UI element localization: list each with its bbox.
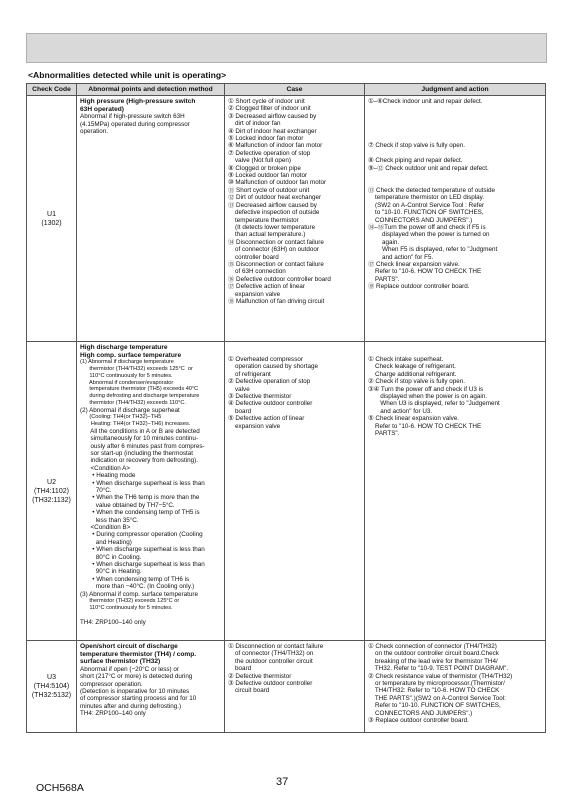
detection-line: <Condition B> xyxy=(80,524,131,532)
judgment-line: ① Check intake superheat. xyxy=(368,356,444,363)
case-line: ⑪ Short cycle of outdoor unit xyxy=(228,186,310,194)
case-line: operation caused by shortage xyxy=(228,363,318,371)
case-line: expansion valve xyxy=(228,290,281,298)
case-line: ⑥ Malfunction of indoor fan motor xyxy=(228,142,323,150)
detection-line: of compressor starting process and for 10 xyxy=(80,695,197,703)
judgment-cell xyxy=(365,342,546,641)
case-line: of refrigerant xyxy=(228,370,271,378)
detection-line: • When condensing temp of TH6 is xyxy=(80,575,190,583)
judgment-line: THE PARTS".)(SW2 on A-Control Service Tool: xyxy=(368,694,506,702)
header-detection: Abnormal points and detection method xyxy=(77,84,225,96)
detection-line: • During compressor operation (Cooling xyxy=(80,531,203,539)
case-line: ③ Defective outdoor controller xyxy=(228,680,313,688)
abnormality-table xyxy=(26,83,546,733)
case-line: board xyxy=(228,407,252,415)
detection-line: ously after 6 minutes past from compres- xyxy=(80,442,205,450)
detection-line: 110°C continuously for 5 minutes. xyxy=(80,372,173,379)
detection-line: Heating: TH4(or TH32)−TH6) increases. xyxy=(80,420,191,427)
detection-line: (Cooling: TH4(or TH32)−TH5 xyxy=(80,414,162,421)
detection-line: sor start-up (including the thermostat xyxy=(80,449,194,457)
detection-title-line: High comp. surface temperature xyxy=(80,351,182,359)
detection-line: Abnormal if condenser/evaporator xyxy=(80,379,174,386)
judgment-line: Charge additional refrigerant. xyxy=(368,370,457,378)
judgment-line: ⑧ Check piping and repair defect. xyxy=(368,157,463,165)
case-line: circuit board xyxy=(228,687,270,695)
judgment-line: Refer to "10-6. HOW TO CHECK THE xyxy=(368,422,482,430)
detection-title-line: 63H operated) xyxy=(80,105,124,113)
case-line: ⑱ Malfunction of fan driving circuit xyxy=(228,297,325,305)
judgment-line xyxy=(368,105,542,112)
check-code-number: (TH4:5104) xyxy=(33,683,70,690)
case-cell xyxy=(225,641,365,733)
check-code-number: (TH32:5132) xyxy=(31,692,72,699)
judgment-line xyxy=(368,120,542,127)
detection-line: All the conditions in A or B are detected xyxy=(80,427,200,435)
case-line: of 63H connection xyxy=(228,268,286,276)
detection-line: 80°C in Cooling. xyxy=(80,553,142,561)
detection-line: thermistor (TH4/TH32) exceeds 125°C or xyxy=(80,365,193,372)
detection-line: operation. xyxy=(80,128,109,135)
judgment-line xyxy=(368,172,542,179)
case-line: valve xyxy=(228,385,250,393)
judgment-line: again. xyxy=(368,238,400,246)
case-line: ④ Dirt of indoor heat exchanger xyxy=(228,127,317,135)
judgment-line: CONNECTORS AND JUMPERS".) xyxy=(368,709,473,717)
judgment-line: temperature thermistor on LED display. xyxy=(368,194,485,202)
case-line: ③ Decreased airflow caused by xyxy=(228,112,317,120)
check-code: U1 xyxy=(47,210,56,218)
detection-title-line: temperature thermistor (TH4) / comp. xyxy=(80,650,197,658)
judgment-line: ⑱ Replace outdoor controller board. xyxy=(368,283,470,291)
detection-line: • When discharge superheat is less than xyxy=(80,479,205,487)
judgment-line: TH32. Refer to "10-9. TEST POINT DIAGRAM". xyxy=(368,665,509,673)
judgment-line: TH4/TH32: Refer to "10-6. HOW TO CHECK xyxy=(368,687,500,695)
case-line: ⑯ Defective outdoor controller board xyxy=(228,275,331,283)
case-cell xyxy=(225,342,365,641)
judgment-line: ⑭–⑯Turn the power off and check if F5 is xyxy=(368,223,486,231)
detection-line: thermistor (TH4/TH32) exceeds 110°C. xyxy=(80,399,186,406)
header-case: Case xyxy=(225,84,365,96)
judgment-line: PARTS". xyxy=(368,430,400,438)
judgment-line: or temperature by microprocessor.(Thermistor/ xyxy=(368,680,505,688)
judgment-line: ⑤ Check linear expansion valve. xyxy=(368,415,460,423)
detection-line: value obtained by TH7−5°C. xyxy=(80,501,175,509)
check-code-number: (TH4:1102) xyxy=(34,487,69,495)
case-line: (It detects lower temperature xyxy=(228,223,316,231)
check-code-cell xyxy=(27,342,77,641)
detection-line: • When the TH6 temp is more than the xyxy=(80,494,200,502)
judgment-line: to "10-10. FUNCTION OF SWITCHES, xyxy=(368,209,484,217)
detection-cell xyxy=(77,342,225,641)
judgment-line: (SW2 on A-Control Service Tool : Refer xyxy=(368,201,485,209)
check-code: U3 xyxy=(47,674,56,681)
case-line: the outdoor controller circuit xyxy=(228,657,313,665)
check-code-number: (TH32:1132) xyxy=(32,496,71,504)
case-line: ⑤ Defective action of linear xyxy=(228,415,305,423)
detection-line: during defrosting and discharge temperature xyxy=(80,393,200,400)
case-line: ⑤ Locked indoor fan motor xyxy=(228,135,304,143)
header-judgment: Judgment and action xyxy=(365,84,546,96)
detection-line: more than −40°C. (In Cooling only.) xyxy=(80,583,195,591)
detection-cell xyxy=(77,641,225,733)
judgment-line: Check leakage of refrigerant. xyxy=(368,363,456,371)
judgment-line: ② Check if stop valve is fully open. xyxy=(368,378,465,386)
case-line: ① Short cycle of indoor unit xyxy=(228,98,305,105)
case-line: ② Defective thermistor xyxy=(228,672,292,680)
detection-line: and Heating) xyxy=(80,538,132,546)
detection-line: temperature thermistor (TH5) exceeds 40°C xyxy=(80,386,199,393)
detection-line: minutes after and during defrosting.) xyxy=(80,702,182,710)
detection-line: (1) Abnormal if discharge temperature xyxy=(80,359,174,366)
case-line: than actual temperature.) xyxy=(228,231,306,239)
detection-line: indication or recovery from defrosting). xyxy=(80,457,198,465)
case-line: board xyxy=(228,665,252,673)
judgment-line xyxy=(368,150,542,157)
detection-line: compressor operation. xyxy=(80,680,143,688)
case-line: expansion valve xyxy=(228,422,281,430)
case-line: defective inspection of outside xyxy=(228,209,320,217)
judgment-line xyxy=(368,128,542,135)
judgment-cell xyxy=(365,96,546,342)
judgment-line: ③ Replace outdoor controller board. xyxy=(368,717,469,725)
case-line: ② Clogged filter of indoor unit xyxy=(228,105,311,113)
judgment-line: ⑨–⑫ Check outdoor unit and repair defect. xyxy=(368,164,489,172)
detection-line: short (217°C or more) is detected during xyxy=(80,673,193,681)
detection-title-line: surface thermistor (TH32) xyxy=(80,658,161,666)
case-line: ⑬ Decreased airflow caused by xyxy=(228,201,317,209)
check-code-cell xyxy=(27,641,77,733)
case-line: of connector (TH4/TH32) on xyxy=(228,650,314,658)
table-header-row xyxy=(27,84,546,96)
judgment-cell xyxy=(365,641,546,733)
case-line: ⑫ Dirt of outdoor heat exchanger xyxy=(228,194,322,202)
judgment-line: breaking of the lead wire for thermistor TH4/ xyxy=(368,657,498,665)
page-number: 37 xyxy=(276,776,289,788)
judgment-line xyxy=(368,113,542,120)
table-row-u2 xyxy=(27,342,546,641)
detection-line: TH4: ZRP100–140 only xyxy=(80,710,146,718)
case-cell xyxy=(225,96,365,342)
case-line: of connector (63H) on outdoor xyxy=(228,246,320,254)
detection-line: • When discharge superheat is less than xyxy=(80,561,205,569)
table-row-u3 xyxy=(27,641,546,733)
case-line: ① Overheated compressor xyxy=(228,356,303,363)
case-line: ③ Defective thermistor xyxy=(228,393,292,401)
case-line: ⑩ Malfunction of outdoor fan motor xyxy=(228,179,327,187)
detection-line: (4.15MPa) operated during compressor xyxy=(80,120,190,128)
case-line: ⑧ Clogged or broken pipe xyxy=(228,164,301,172)
judgment-line: ② Check resistance value of thermistor (TH4/TH32) xyxy=(368,672,513,680)
detection-line: 90°C in Heating. xyxy=(80,568,142,576)
case-line: ⑭ Disconnection or contact failure xyxy=(228,238,324,246)
table-row-u1 xyxy=(27,96,546,342)
detection-line: thermistor (TH32) exceeds 125°C or xyxy=(80,598,180,605)
detection-line xyxy=(80,612,221,619)
document-code: OCH568A xyxy=(36,782,84,794)
judgment-line: PARTS". xyxy=(368,275,400,283)
case-line: ④ Defective outdoor controller xyxy=(228,400,313,408)
case-line: ⑨ Locked outdoor fan motor xyxy=(228,172,308,180)
case-line: controller board xyxy=(228,253,279,261)
header-check-code: Check Code xyxy=(27,84,77,96)
detection-title-line: High discharge temperature xyxy=(80,344,168,351)
detection-title-line: Open/short circuit of discharge xyxy=(80,643,178,650)
case-line: ⑮ Disconnection or contact failure xyxy=(228,260,324,268)
detection-line: <Condition A> xyxy=(80,464,131,472)
detection-line: TH4: ZRP100–140 only xyxy=(80,619,146,627)
judgment-line: and action" for U3. xyxy=(368,407,433,415)
judgment-line: Refer to "10-6. HOW TO CHECK THE xyxy=(368,268,482,276)
detection-line: (2) Abnormal if discharge superheat xyxy=(80,406,180,414)
judgment-line: ③④ Turn the power off and check if U3 is xyxy=(368,385,484,393)
judgment-line: on the outdoor controller circuit board.Check xyxy=(368,650,499,658)
detection-line: • Heating mode xyxy=(80,472,136,480)
detection-line: simultaneously for 10 minutes continu- xyxy=(80,435,198,443)
judgment-line: CONNECTORS AND JUMPERS".) xyxy=(368,216,473,224)
judgment-line: ⑦ Check if stop valve is fully open. xyxy=(368,142,465,150)
detection-cell xyxy=(77,96,225,342)
case-line: temperature thermistor xyxy=(228,216,299,224)
judgment-line xyxy=(368,179,542,186)
check-code-number: (1302) xyxy=(41,219,62,227)
judgment-line: When U3 is displayed, refer to "Judgement xyxy=(368,400,500,408)
judgment-line: ⑬ Check the detected temperature of outside xyxy=(368,186,496,194)
judgment-line: ① Check connection of connector (TH4/TH32) xyxy=(368,643,497,650)
check-code: U2 xyxy=(47,478,56,486)
case-line: ⑰ Defective action of linear xyxy=(228,283,305,291)
header-band xyxy=(26,33,547,63)
case-line: ⑦ Defective operation of stop xyxy=(228,149,311,157)
judgment-line: displayed when the power is turned on xyxy=(368,231,490,239)
judgment-line: Refer to "10-10. FUNCTION OF SWITCHES, xyxy=(368,702,501,710)
case-line: valve (Not full open) xyxy=(228,157,291,165)
case-line: dirt of indoor fan xyxy=(228,120,281,128)
detection-line: Abnormal if high-pressure switch 63H xyxy=(80,113,185,121)
case-line: ① Disconnection or contact failure xyxy=(228,643,324,650)
detection-line: (Detection is inoperative for 10 minutes xyxy=(80,688,190,695)
section-title: <Abnormalities detected while unit is operating> xyxy=(28,70,227,80)
detection-line: (3) Abnormal if comp. surface temperature xyxy=(80,590,198,598)
judgment-line: When F5 is displayed, refer to "Judgment xyxy=(368,246,498,254)
judgment-line xyxy=(368,135,542,142)
case-line: ② Defective operation of stop xyxy=(228,378,311,386)
judgment-line: and action" for F5. xyxy=(368,253,434,261)
detection-line: 70°C. xyxy=(80,487,112,495)
judgment-line: ⑰ Check linear expansion valve. xyxy=(368,260,460,268)
judgment-line: ①–⑥Check indoor unit and repair defect. xyxy=(368,98,483,105)
judgment-line: displayed when the power is on again. xyxy=(368,393,488,401)
detection-line: Abnormal if open (−20°C or less) or xyxy=(80,665,179,673)
detection-line: 110°C continuously for 5 minutes. xyxy=(80,604,173,611)
check-code-cell xyxy=(27,96,77,342)
detection-line: • When the condensing temp of TH5 is xyxy=(80,509,200,517)
detection-line: less than 35°C. xyxy=(80,516,139,524)
detection-line: • When discharge superheat is less than xyxy=(80,546,205,554)
detection-title-line: High pressure (High-pressure switch xyxy=(80,98,196,105)
